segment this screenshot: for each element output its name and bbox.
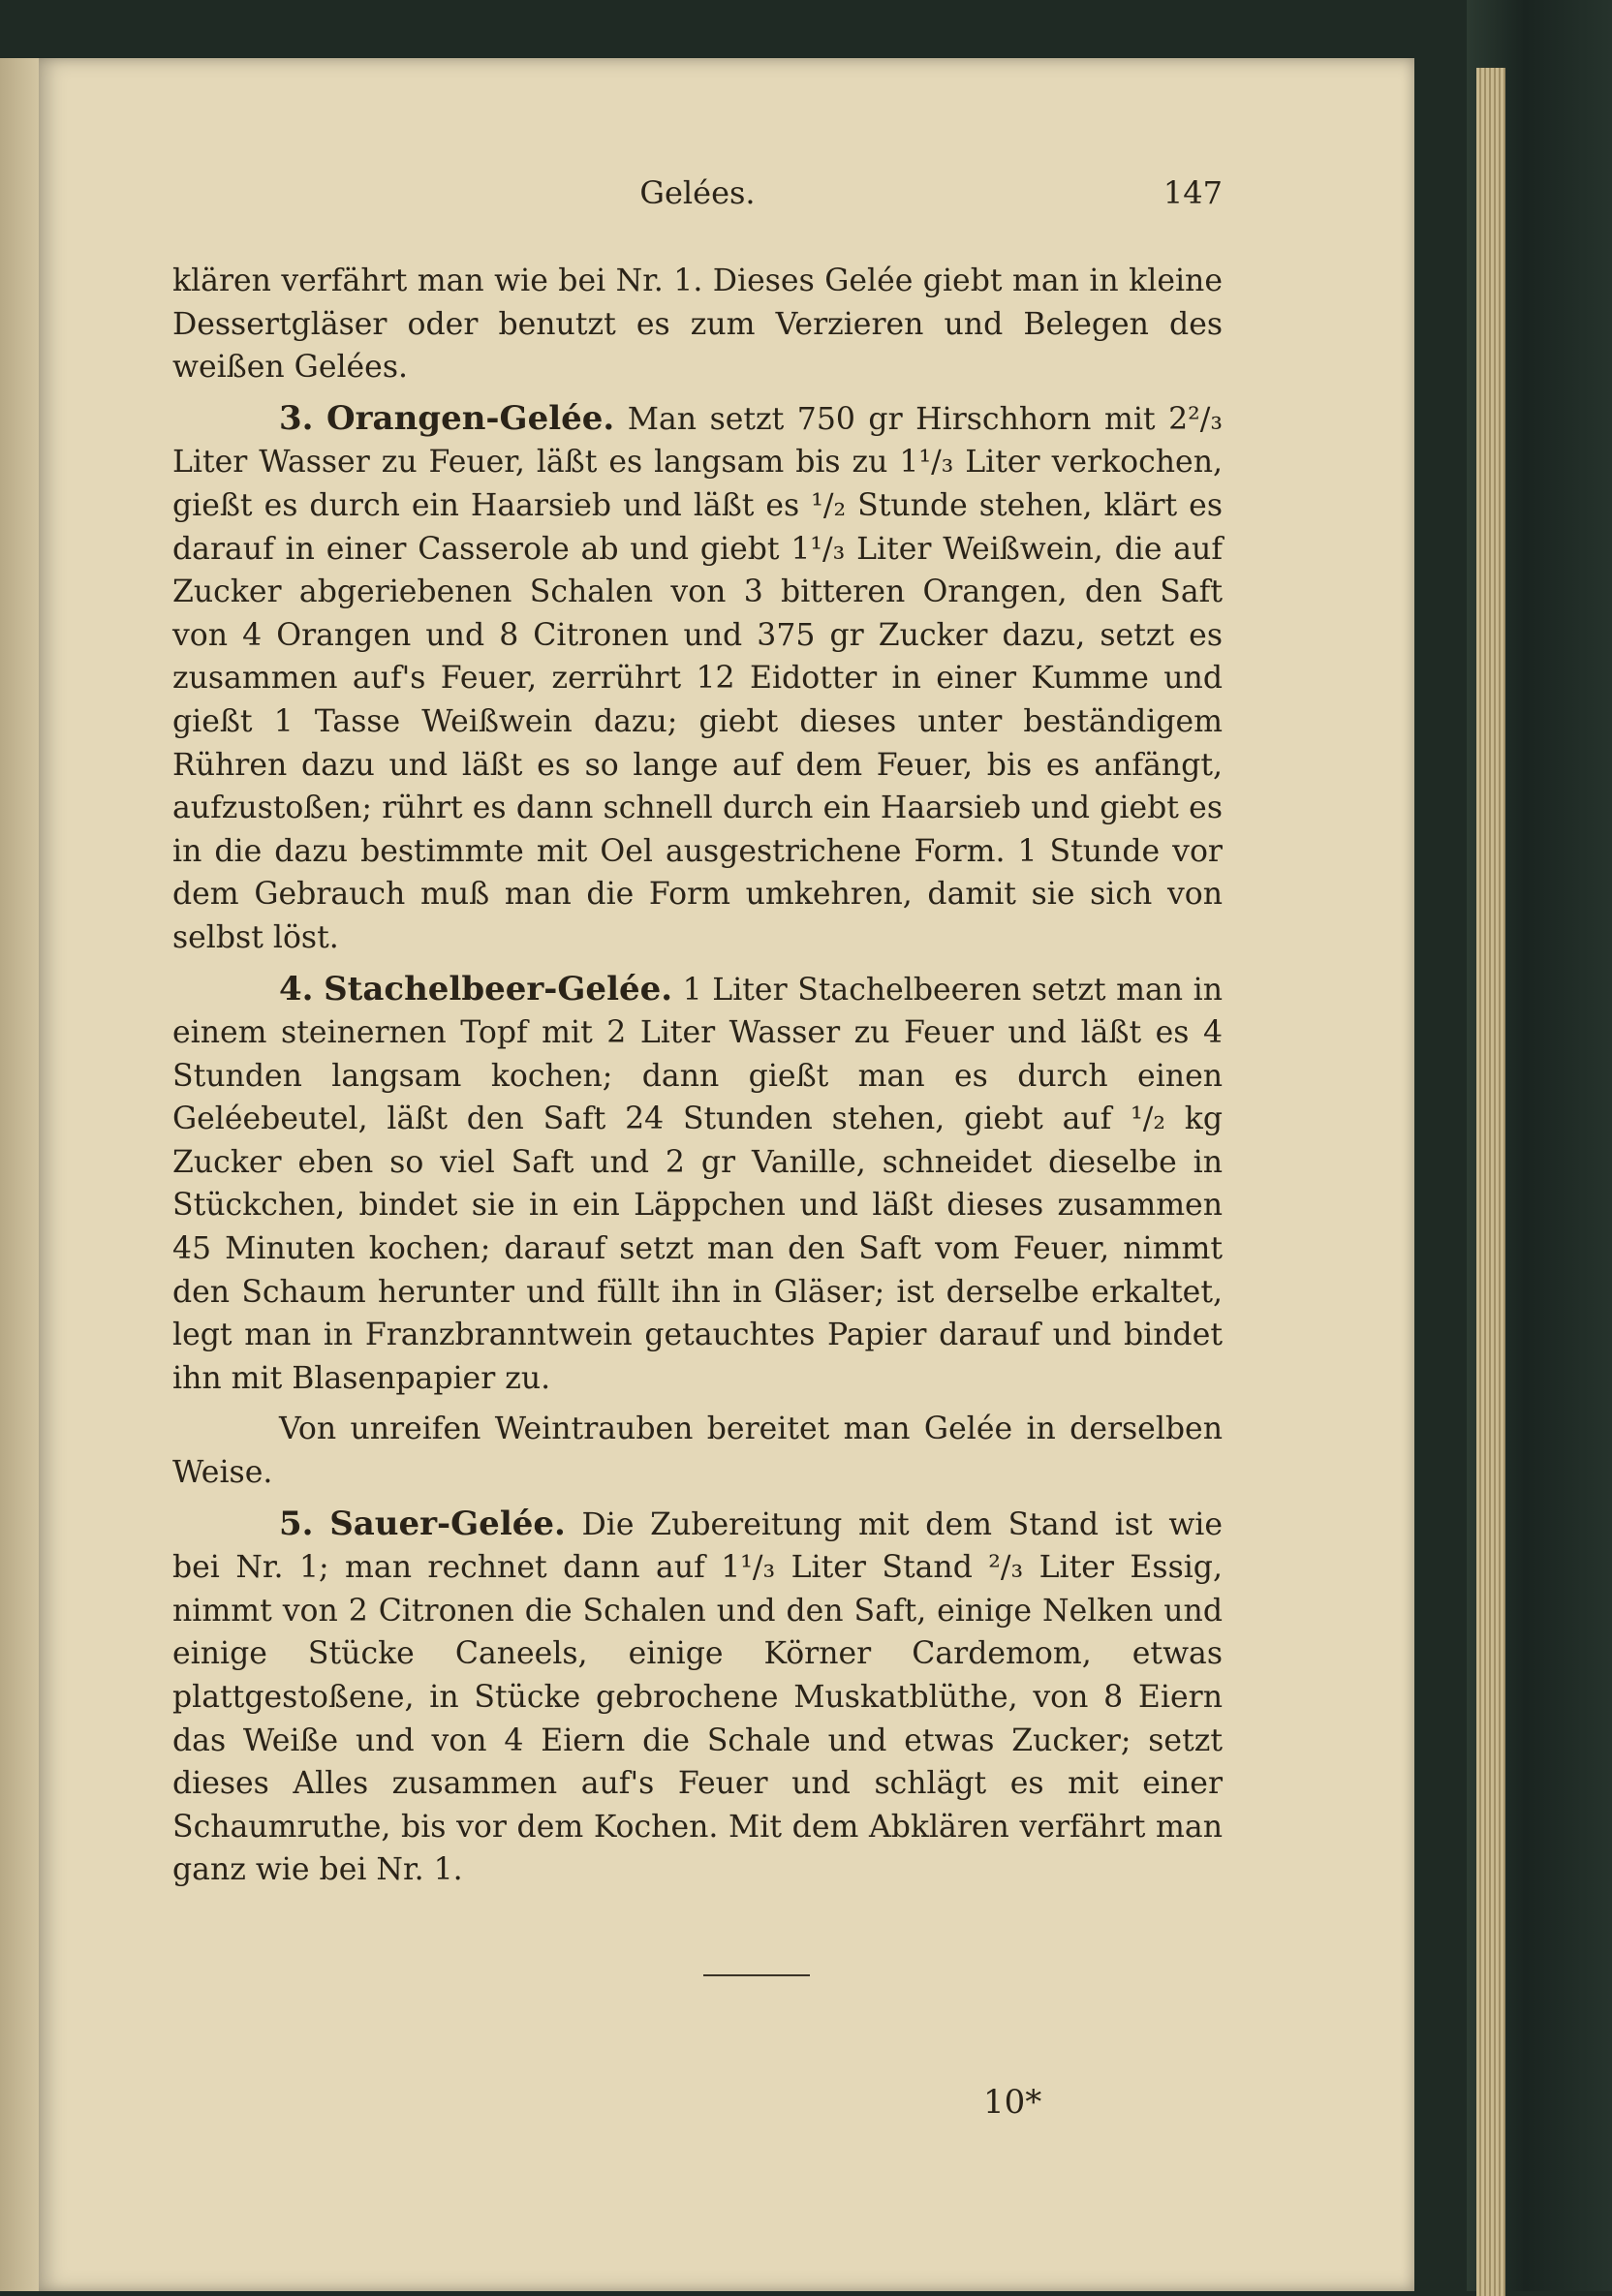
recipe-title: Stachelbeer-Gelée. — [324, 969, 673, 1008]
page-body — [172, 260, 1223, 1892]
recipe-text: Man setzt 750 gr Hirschhorn mit 2²/₃ Liter Wasser zu Feuer, läßt es langsam bis zu 1¹/₃ Liter verkochen, gießt es durch ein Haarsieb und läßt es ¹/₂ Stunde stehen, klärt es darauf in einer Casserole ab und giebt 1¹/₃ Liter Weißwein, die auf Zucker abgeriebenen Schalen von 3 bitteren Orangen, den Saft von 4 Orangen und 8 Citronen und 375 gr Zucker dazu, setzt es zusammen auf's Feuer, zerrührt 12 Eidotter in einer Kumme und gießt 1 Tasse Weißwein dazu; giebt dieses unter beständigem Rühren dazu und läßt es so lange auf dem Feuer, bis es anfängt, aufzustoßen; rührt es dann schnell durch ein Haarsieb und giebt es in die dazu bestimmte mit Oel ausgestrichene Form. 1 Stunde vor dem Gebrauch muß man die Form umkehren, damit sie sich von selbst löst. — [172, 401, 1223, 955]
paragraph-text: Von unreifen Weintrauben bereitet man Gelée in derselben Weise. — [172, 1412, 1223, 1491]
recipe-text: Die Zubereitung mit dem Stand ist wie bei Nr. 1; man rechnet dann auf 1¹/₃ Liter Stand ²/₃ Liter Essig, nimmt von 2 Citronen die Schalen und den Saft, einige Nelken und einige Stücke Caneels, einige Körner Cardemom, etwas plattgestoßene, in Stücke gebrochene Muskatblüthe, von 8 Eiern das Weiße und von 4 Eiern die Schale und etwas Zucker; setzt dieses Alles zusammen auf's Feuer und schlägt es mit einer Schaumruthe, bis vor dem Kochen. Mit dem Abklären verfährt man ganz wie bei Nr. 1. — [172, 1506, 1224, 1888]
recipe-number: 5. — [279, 1504, 314, 1543]
signature-mark: 10* — [983, 2083, 1042, 2122]
recipe-orangen-gelee — [172, 397, 1223, 960]
page-edges — [1476, 68, 1505, 2296]
page-number: 147 — [1162, 174, 1223, 211]
running-title: Gelées. — [639, 174, 756, 211]
running-header — [172, 174, 1223, 223]
paragraph-text: klären verfährt man wie bei Nr. 1. Dieses Gelée giebt man in kleine Dessertgläser oder benutzt es zum Verzieren und Belegen des weißen Gelées. — [172, 264, 1223, 386]
recipe-title: Sauer-Gelée. — [329, 1504, 566, 1543]
recipe-number: 4. — [279, 969, 314, 1008]
recipe-sauer-gelee — [172, 1503, 1223, 1892]
section-divider — [703, 1974, 810, 1976]
recipe-title: Orangen-Gelée. — [326, 398, 615, 438]
recipe-stachelbeer-gelee — [172, 968, 1223, 1401]
paragraph-note — [172, 1408, 1223, 1494]
recipe-number: 3. — [279, 398, 314, 438]
recipe-text: 1 Liter Stachelbeeren setzt man in einem steinernen Topf mit 2 Liter Wasser zu Feuer und läßt es 4 Stunden langsam kochen; dann gießt man es durch einen Geléebeutel, läßt den Saft 24 Stunden stehen, giebt auf ¹/₂ kg Zucker eben so viel Saft und 2 gr Vanille, schneidet dieselbe in Stückchen, bindet sie in ein Läppchen und läßt dieses zusammen 45 Minuten kochen; darauf setzt man den Saft vom Feuer, nimmt den Schaum herunter und füllt ihn in Gläser; ist derselbe erkaltet, legt man in Franzbranntwein getauchtes Papier darauf und bindet ihn mit Blasenpapier zu. — [172, 972, 1224, 1396]
paragraph-continuation — [172, 260, 1223, 389]
